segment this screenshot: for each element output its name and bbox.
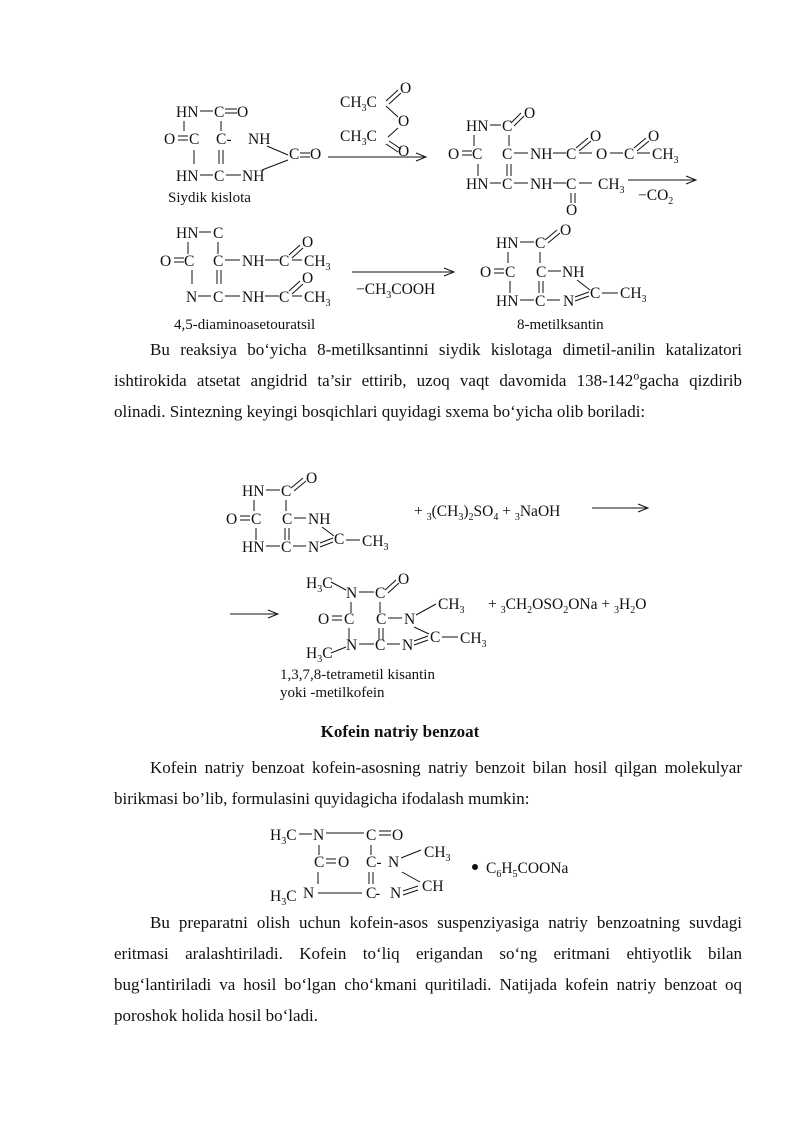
- svg-text:O: O: [524, 105, 536, 122]
- intermediate-label: 4,5-diaminoasetouratsil: [174, 317, 316, 333]
- svg-text:C: C: [214, 168, 225, 185]
- svg-text:NH: NH: [530, 146, 553, 163]
- svg-text:C: C: [334, 531, 345, 548]
- svg-text:C: C: [282, 511, 293, 528]
- svg-text:N: N: [303, 885, 315, 902]
- svg-text:C: C: [566, 176, 577, 193]
- scheme-uric-acid-to-methylxanthine: [0, 0, 800, 340]
- svg-text:O: O: [480, 264, 492, 281]
- svg-text:C: C: [366, 827, 377, 844]
- svg-text:N: N: [308, 539, 320, 556]
- paragraph-caffeine-benzoate-definition: Kofein natriy benzoat kofein-asosning natriy benzoit bilan hosil qilgan molekulyar birikmasi bo’lib, formulasini quyidagicha ifodalash mumkin:: [114, 758, 742, 808]
- svg-text:H3C: $H_3C$: [270, 888, 297, 908]
- methylation-byproducts: + $_3CH_2OSO_2ONa + _3H_2O$: [488, 596, 647, 616]
- svg-text:C: C: [279, 253, 290, 270]
- svg-text:CH3: $CH_3$: [424, 844, 451, 864]
- svg-text:CH3: $CH_3$: [652, 146, 679, 166]
- methylation-reagents: + $_3(CH_3)_2SO_4$ + $_3$NaOH: [414, 503, 561, 523]
- svg-text:N: N: [563, 293, 575, 310]
- svg-text:CH: CH: [422, 878, 444, 895]
- svg-text:O: O: [596, 146, 608, 163]
- svg-text:C-: C-: [216, 131, 232, 148]
- product-label-line2: yoki -metilkofein: [280, 685, 385, 701]
- svg-text:CH3: $CH_3$: [362, 533, 389, 553]
- methylxanthine-structure: [480, 222, 647, 310]
- svg-text:C: C: [184, 253, 195, 270]
- svg-text:O: O: [160, 253, 172, 270]
- svg-text:C: C: [314, 854, 325, 871]
- svg-text:O: O: [164, 131, 176, 148]
- svg-text:N: N: [388, 854, 400, 871]
- svg-text:O: O: [398, 113, 410, 130]
- svg-text:O: O: [338, 854, 350, 871]
- svg-text:C: C: [213, 225, 224, 242]
- svg-text:C-: C-: [366, 854, 382, 871]
- sodium-benzoate-formula: $C_6H_5COONa$: [486, 860, 569, 880]
- svg-text:NH: NH: [248, 131, 271, 148]
- svg-text:N: N: [186, 289, 198, 306]
- diaminoacetouracil-structure: [160, 225, 331, 309]
- svg-text:C: C: [536, 264, 547, 281]
- svg-text:HN: HN: [176, 168, 199, 185]
- svg-text:C: C: [375, 585, 386, 602]
- svg-text:C: C: [502, 176, 513, 193]
- svg-text:HN: HN: [176, 104, 199, 121]
- svg-text:C: C: [376, 611, 387, 628]
- svg-text:O: O: [590, 128, 602, 145]
- svg-text:O: O: [560, 222, 572, 239]
- svg-text:O: O: [566, 202, 578, 219]
- svg-text:CH3: $CH_3$: [598, 176, 625, 196]
- svg-text:HN: HN: [242, 539, 265, 556]
- svg-text:H3C: $H_3C$: [306, 575, 333, 595]
- paragraph-synthesis-description: Bu reaksiya bo‘yicha 8-metilksantinni siydik kislotaga dimetil-anilin katalizatori ishtirokida atsetat angidrid ta’sir ettirib, uzoq vaqt davomida 138-142$^o$gacha qizdirib olinadi. Sintezning keyingi bosqichlari quyidagi sxema bo‘yicha olib boriladi:: [114, 340, 742, 421]
- svg-text:C: C: [430, 629, 441, 646]
- product-label-line1: 1,3,7,8-tetrametil kisantin: [280, 667, 435, 683]
- svg-text:O: O: [400, 80, 412, 97]
- paragraph-preparation-method: Bu preparatni olish uchun kofein-asos suspenziyasiga natriy benzoatning suvdagi eritmasi aralashtiriladi. Kofein to‘liq erigandan so‘ng eritmani ehtiyotlik bilan bug‘lantiriladi va hosil bo‘lgan cho‘kmani quritiladi. Natijada kofein natriy benzoat oq poroshok holida hosil bo‘ladi.: [114, 913, 742, 1025]
- svg-text:NH: NH: [242, 168, 265, 185]
- uric-acid-structure: [164, 104, 321, 185]
- svg-text:O: O: [392, 827, 404, 844]
- svg-text:CH3: $CH_3$: [438, 596, 465, 616]
- svg-text:O: O: [398, 143, 410, 160]
- svg-text:O: O: [226, 511, 238, 528]
- svg-text:NH: NH: [242, 253, 265, 270]
- svg-text:C: C: [624, 146, 635, 163]
- svg-text:CH3: $CH_3$: [304, 253, 331, 273]
- svg-text:C: C: [189, 131, 200, 148]
- svg-text:O: O: [302, 234, 314, 251]
- svg-text:C: C: [279, 289, 290, 306]
- svg-text:C: C: [213, 253, 224, 270]
- svg-text:N: N: [402, 637, 414, 654]
- svg-text:O: O: [398, 571, 410, 588]
- svg-text:HN: HN: [496, 235, 519, 252]
- svg-text:C: C: [213, 289, 224, 306]
- svg-text:N: N: [346, 637, 358, 654]
- svg-text:C: C: [566, 146, 577, 163]
- co2-byproduct: $-CO_2$: [638, 187, 674, 207]
- svg-text:NH: NH: [562, 264, 585, 281]
- scheme-caffeine-sodium-benzoate: [0, 815, 800, 915]
- svg-text:C: C: [502, 118, 513, 135]
- svg-text:C: C: [281, 483, 292, 500]
- svg-text:C: C: [375, 637, 386, 654]
- svg-text:O: O: [302, 270, 314, 287]
- svg-text:N: N: [313, 827, 325, 844]
- svg-text:C: C: [505, 264, 516, 281]
- svg-text:CH3: $CH_3$: [620, 285, 647, 305]
- svg-text:C: C: [535, 293, 546, 310]
- svg-text:NH: NH: [530, 176, 553, 193]
- svg-text:C: C: [344, 611, 355, 628]
- svg-text:H3C: $H_3C$: [306, 645, 333, 665]
- acetic-anhydride-reagent: [340, 80, 411, 160]
- svg-text:HN: HN: [466, 176, 489, 193]
- uric-acid-label: Siydik kislota: [168, 190, 251, 206]
- scheme-methylation: [0, 470, 800, 700]
- svg-text:CH3C: $CH_3C$: [340, 128, 377, 148]
- svg-text:C: C: [366, 885, 377, 902]
- svg-text:NH: NH: [242, 289, 265, 306]
- tetramethylxanthine-structure: [306, 571, 487, 665]
- methylxanthine-reactant-structure: [226, 470, 389, 556]
- svg-text:N: N: [404, 611, 416, 628]
- svg-text:HN: HN: [496, 293, 519, 310]
- svg-text:NH: NH: [308, 511, 331, 528]
- svg-text:O: O: [318, 611, 330, 628]
- svg-text:C: C: [502, 146, 513, 163]
- acetic-acid-byproduct: $-CH_3COOH$: [356, 281, 436, 301]
- svg-text:O: O: [448, 146, 460, 163]
- svg-text:C: C: [472, 146, 483, 163]
- svg-text:N: N: [346, 585, 358, 602]
- product-label-methylxanthine: 8-metilksantin: [517, 317, 604, 333]
- svg-text:C: C: [590, 285, 601, 302]
- svg-text:H3C: $H_3C$: [270, 827, 297, 847]
- svg-text:CH3C: $CH_3C$: [340, 94, 377, 114]
- svg-text:C: C: [214, 104, 225, 121]
- svg-text:O: O: [648, 128, 660, 145]
- svg-text:C: C: [289, 146, 300, 163]
- section-heading: Kofein natriy benzoat: [320, 722, 480, 741]
- svg-text:C: C: [281, 539, 292, 556]
- svg-text:HN: HN: [466, 118, 489, 135]
- svg-text:HN: HN: [176, 225, 199, 242]
- svg-text:C: C: [535, 235, 546, 252]
- svg-text:CH3: $CH_3$: [304, 289, 331, 309]
- adduct-dot: [472, 864, 478, 870]
- svg-text:O: O: [310, 146, 322, 163]
- svg-text:O: O: [306, 470, 318, 487]
- svg-text:-: -: [375, 885, 381, 902]
- svg-text:HN: HN: [242, 483, 265, 500]
- svg-text:N: N: [390, 885, 402, 902]
- svg-text:CH3: $CH_3$: [460, 630, 487, 650]
- caffeine-structure: [270, 827, 451, 908]
- svg-text:C: C: [251, 511, 262, 528]
- svg-text:O: O: [237, 104, 249, 121]
